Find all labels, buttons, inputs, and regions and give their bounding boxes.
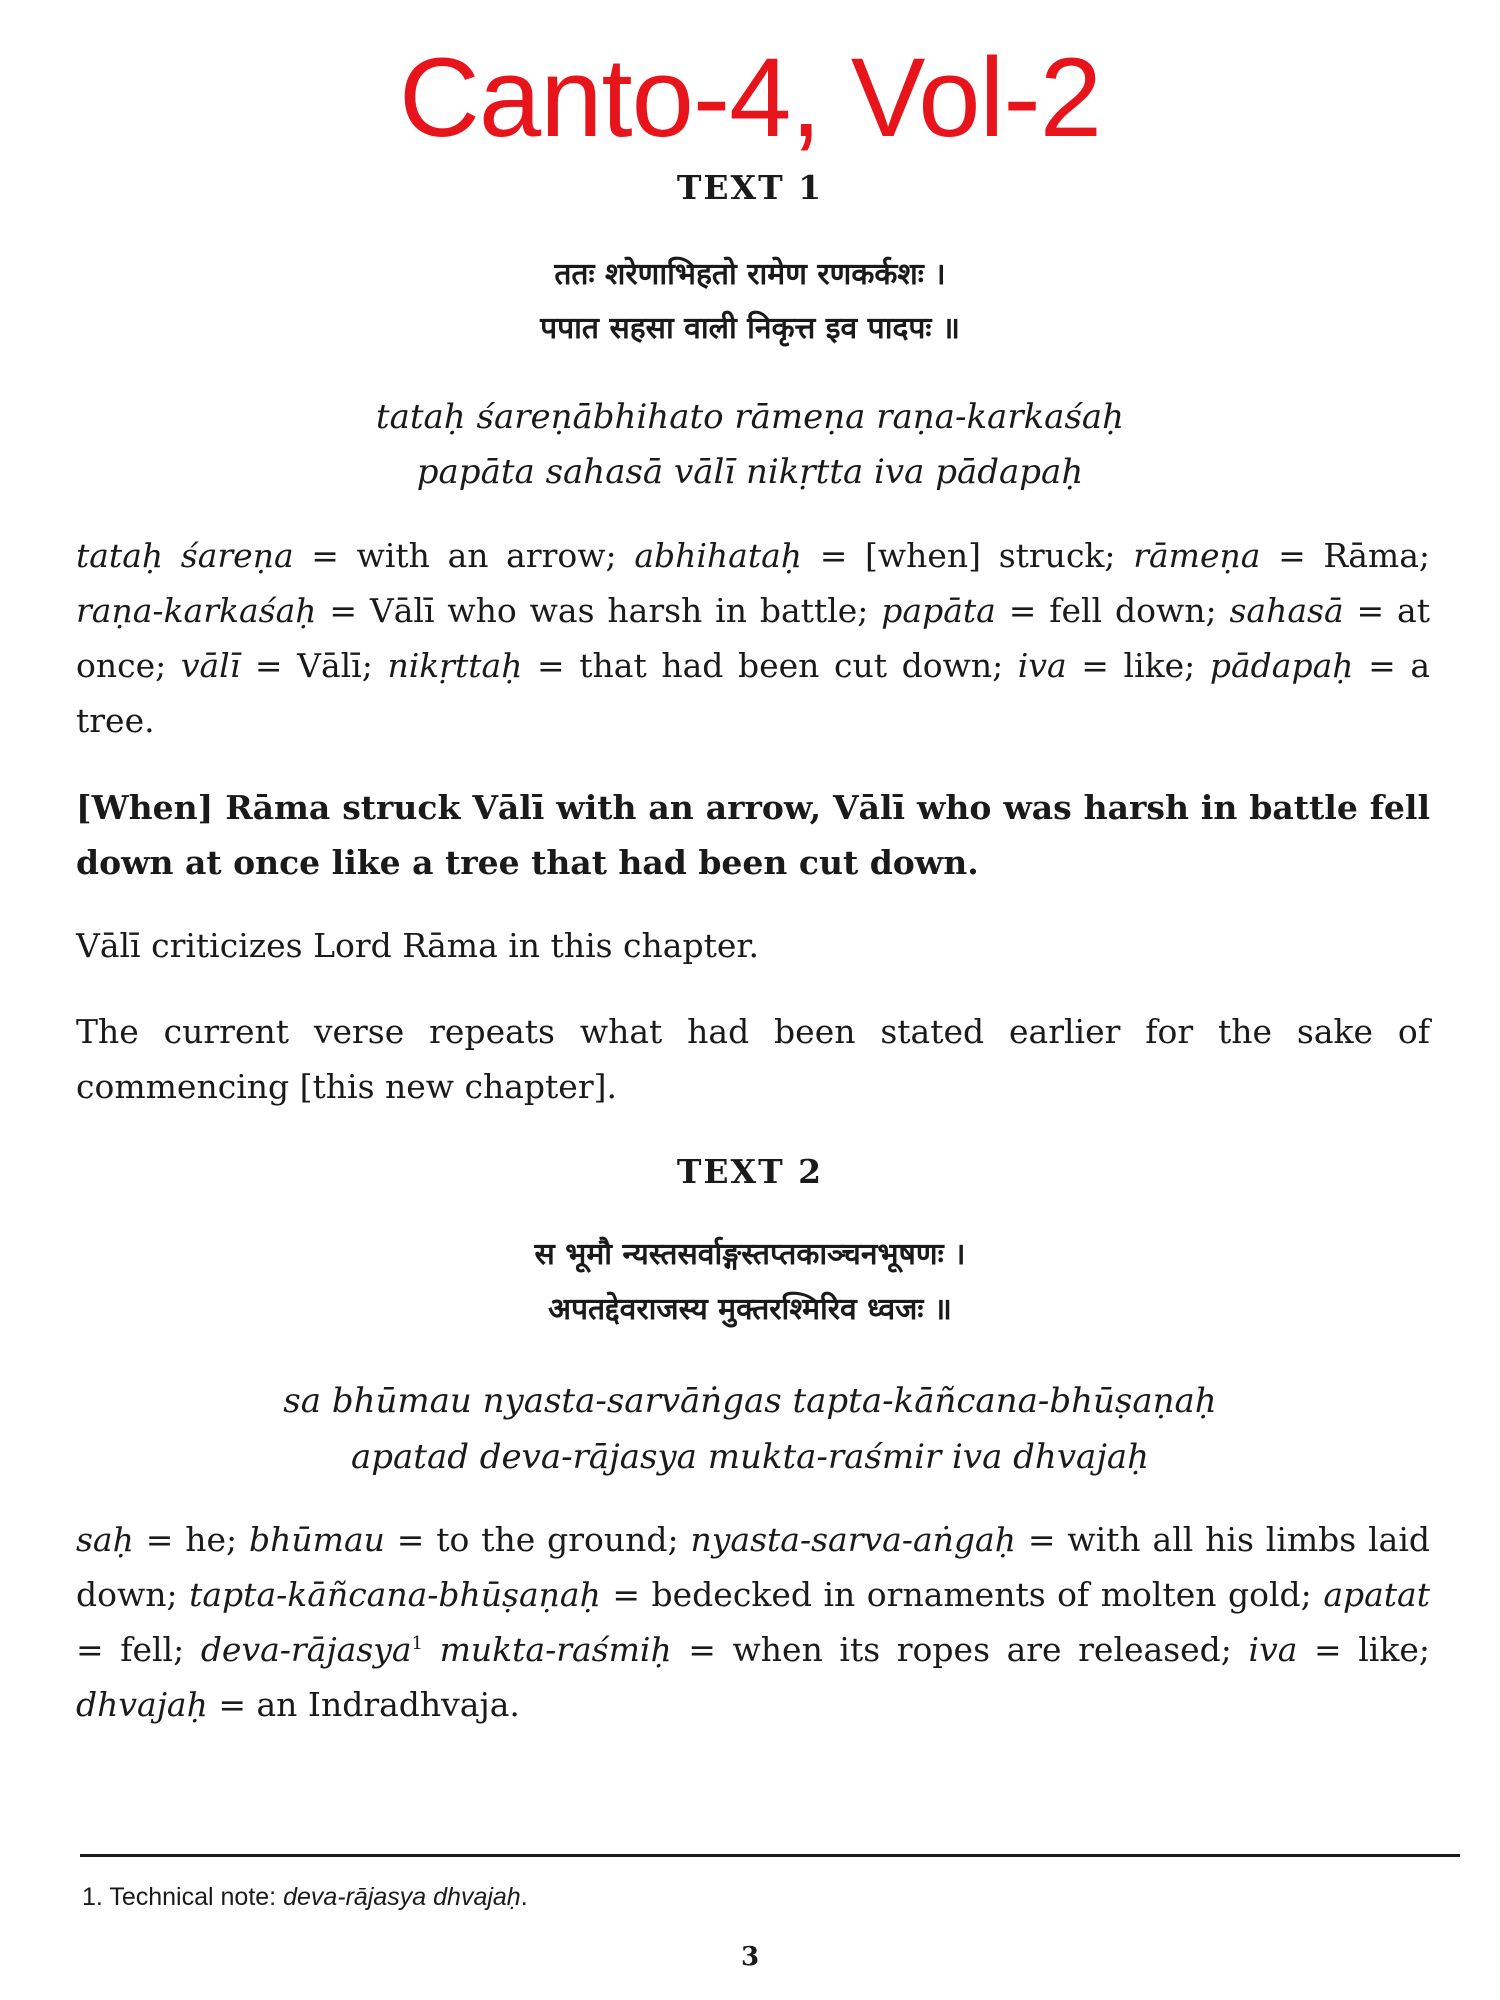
synonym-meaning: = to the ground;: [384, 1520, 691, 1559]
synonym-term: abhihataḥ: [634, 536, 803, 575]
synonym-term: nyasta-sarva-aṅgaḥ: [690, 1520, 1016, 1559]
text-1-synonyms: [76, 528, 1430, 748]
synonym-meaning: = a tree.: [76, 646, 1431, 740]
text-2-transliteration-line-2: apatad deva-rājasya mukta-raśmir iva dhvajaḥ: [350, 1437, 1150, 1477]
page-title: Canto-4, Vol-2: [399, 35, 1101, 160]
synonym-meaning: = Rāma;: [1260, 536, 1430, 575]
synonym-term: dhvajaḥ: [76, 1685, 208, 1724]
synonym-term: bhūmau: [249, 1520, 385, 1559]
text-1-translation: [When] Rāma struck Vālī with an arrow, Vālī who was harsh in battle fell down at once like a tree that had been cut down.: [76, 788, 1430, 882]
text-2-sanskrit-line-2: अपतद्देवराजस्य मुक्तरश्मिरिव ध्वजः ॥: [548, 1292, 952, 1327]
footnote-prefix: 1. Technical note:: [82, 1883, 284, 1911]
synonym-term: mukta-raśmiḥ: [439, 1630, 672, 1669]
text-1-sanskrit-line-1: ततः शरेणाभिहतो रामेण रणकर्कशः ।: [554, 257, 946, 292]
synonym-term: tapta-kāñcana-bhūṣaṇaḥ: [189, 1575, 601, 1614]
footnote-term: deva-rājasya dhvajaḥ: [283, 1883, 521, 1911]
synonym-meaning: = he;: [133, 1520, 250, 1559]
footnote-marker: 1: [411, 1633, 423, 1654]
text-1-heading: TEXT 1: [676, 168, 824, 207]
synonym-meaning: = [when] struck;: [802, 536, 1134, 575]
synonym-term: tataḥ śareṇa: [76, 536, 294, 575]
synonym-meaning: = with all his limbs laid down;: [76, 1520, 1430, 1614]
synonym-meaning: = fell down;: [995, 591, 1230, 630]
synonym-meaning: = Vālī who was harsh in battle;: [316, 591, 882, 630]
synonym-term: vālī: [180, 646, 241, 685]
text-1-sanskrit-line-2: पपात सहसा वाली निकृत्त इव पादपः ॥: [540, 311, 960, 346]
synonym-term: saḥ: [76, 1520, 134, 1559]
text-2-transliteration-line-1: sa bhūmau nyasta-sarvāṅgas tapta-kāñcana-bhūṣaṇaḥ: [283, 1381, 1217, 1421]
synonym-meaning: = at once;: [76, 591, 1430, 685]
synonym-meaning: = bedecked in ornaments of molten gold;: [600, 1575, 1324, 1614]
text-2-sanskrit-line-1: स भूमौ न्यस्तसर्वाङ्गस्तप्तकाञ्चनभूषणः ।: [534, 1237, 966, 1272]
synonym-term: pādapaḥ: [1209, 646, 1354, 685]
text-1-purport-paragraph-1: Vālī criticizes Lord Rāma in this chapter.: [76, 926, 760, 965]
text-1-transliteration-line-1: tataḥ śareṇābhihato rāmeṇa raṇa-karkaśaḥ: [375, 397, 1125, 437]
synonym-term: papāta: [881, 591, 996, 630]
synonym-term: raṇa-karkaśaḥ: [76, 591, 317, 630]
synonym-term: iva: [1248, 1630, 1298, 1669]
synonym-meaning: = an Indradhvaja.: [207, 1685, 520, 1724]
synonym-term: rāmeṇa: [1133, 536, 1261, 575]
synonym-meaning: [423, 1630, 440, 1669]
synonym-term: sahasā: [1229, 591, 1344, 630]
synonym-meaning: = like;: [1297, 1630, 1430, 1669]
synonym-term: iva: [1017, 646, 1067, 685]
text-2-heading: TEXT 2: [676, 1152, 824, 1191]
synonym-term: deva-rājasya: [200, 1630, 412, 1669]
synonym-term: nikṛttaḥ: [387, 646, 523, 685]
synonym-meaning: = like;: [1066, 646, 1210, 685]
footnote: [82, 1882, 528, 1912]
text-2-synonyms: [76, 1512, 1430, 1732]
footnote-suffix: .: [520, 1883, 528, 1911]
page-number: 3: [740, 1942, 760, 1972]
synonym-meaning: = Vālī;: [240, 646, 388, 685]
synonym-meaning: = fell;: [76, 1630, 201, 1669]
text-1-transliteration-line-2: papāta sahasā vālī nikṛtta iva pādapaḥ: [416, 452, 1084, 492]
footnote-divider: [80, 1854, 1460, 1857]
synonym-meaning: = with an arrow;: [293, 536, 635, 575]
synonym-meaning: = that had been cut down;: [522, 646, 1018, 685]
synonym-term: apatat: [1323, 1575, 1430, 1614]
text-1-purport-paragraph-2: The current verse repeats what had been stated earlier for the sake of commencing [this new chapter].: [76, 1012, 1430, 1106]
synonym-meaning: = when its ropes are released;: [671, 1630, 1249, 1669]
